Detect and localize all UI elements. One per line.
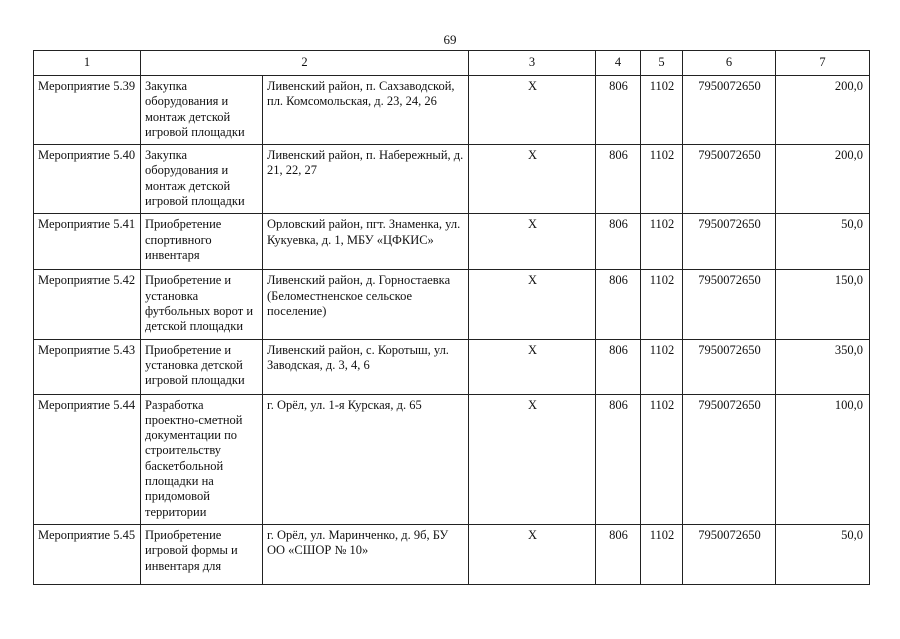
page-number: 69 <box>443 32 457 47</box>
table-row <box>34 76 870 145</box>
col3-cell: X <box>469 145 596 214</box>
amount-cell: 150,0 <box>776 270 870 339</box>
col6-cell: 7950072650 <box>683 214 776 270</box>
event-name-cell: Разработка проектно-сметной документации по строительству баскетбольной площадки на придомовой территории <box>141 394 263 524</box>
col6-cell: 7950072650 <box>683 145 776 214</box>
event-name-cell: Приобретение игровой формы и инвентаря для <box>141 524 263 584</box>
address-cell: Орловский район, пгт. Знаменка, ул. Кукуевка, д. 1, МБУ «ЦФКИС» <box>263 214 469 270</box>
event-name-cell: Закупка оборудования и монтаж детской игровой площадки <box>141 76 263 145</box>
col6-cell: 7950072650 <box>683 394 776 524</box>
address-cell: Ливенский район, с. Коротыш, ул. Заводская, д. 3, 4, 6 <box>263 339 469 394</box>
event-cell: Мероприятие 5.45 <box>34 524 141 584</box>
col3-cell: X <box>469 394 596 524</box>
event-name-cell: Приобретение и установка детской игровой площадки <box>141 339 263 394</box>
col5-cell: 1102 <box>641 214 683 270</box>
address-cell: г. Орёл, ул. Маринченко, д. 9б, БУ ОО «СШОР № 10» <box>263 524 469 584</box>
event-cell: Мероприятие 5.43 <box>34 339 141 394</box>
table-row <box>34 214 870 270</box>
col3-cell: X <box>469 214 596 270</box>
address-cell: Ливенский район, п. Сахзаводской, пл. Комсомольская, д. 23, 24, 26 <box>263 76 469 145</box>
col3-cell: X <box>469 524 596 584</box>
event-cell: Мероприятие 5.44 <box>34 394 141 524</box>
budget-table <box>33 50 870 585</box>
event-cell: Мероприятие 5.40 <box>34 145 141 214</box>
event-name-cell: Приобретение и установка футбольных ворот и детской площадки <box>141 270 263 339</box>
col4-cell: 806 <box>596 214 641 270</box>
header-cell-5: 5 <box>641 51 683 76</box>
col3-cell: X <box>469 270 596 339</box>
event-name-cell: Закупка оборудования и монтаж детской игровой площадки <box>141 145 263 214</box>
amount-cell: 350,0 <box>776 339 870 394</box>
address-cell: Ливенский район, п. Набережный, д. 21, 22, 27 <box>263 145 469 214</box>
amount-cell: 200,0 <box>776 145 870 214</box>
col4-cell: 806 <box>596 76 641 145</box>
header-cell-7: 7 <box>776 51 870 76</box>
header-cell-3: 3 <box>469 51 596 76</box>
event-cell: Мероприятие 5.39 <box>34 76 141 145</box>
table-header-row <box>34 51 870 76</box>
col5-cell: 1102 <box>641 145 683 214</box>
col5-cell: 1102 <box>641 394 683 524</box>
address-cell: г. Орёл, ул. 1-я Курская, д. 65 <box>263 394 469 524</box>
col5-cell: 1102 <box>641 76 683 145</box>
col6-cell: 7950072650 <box>683 524 776 584</box>
header-cell-6: 6 <box>683 51 776 76</box>
col3-cell: X <box>469 76 596 145</box>
col3-cell: X <box>469 339 596 394</box>
table-row <box>34 339 870 394</box>
table-row <box>34 270 870 339</box>
table-row <box>34 524 870 584</box>
col4-cell: 806 <box>596 145 641 214</box>
col4-cell: 806 <box>596 394 641 524</box>
amount-cell: 50,0 <box>776 214 870 270</box>
col5-cell: 1102 <box>641 270 683 339</box>
col6-cell: 7950072650 <box>683 270 776 339</box>
event-cell: Мероприятие 5.42 <box>34 270 141 339</box>
address-cell: Ливенский район, д. Горностаевка (Беломестненское сельское поселение) <box>263 270 469 339</box>
amount-cell: 200,0 <box>776 76 870 145</box>
amount-cell: 50,0 <box>776 524 870 584</box>
table-row <box>34 394 870 524</box>
col5-cell: 1102 <box>641 524 683 584</box>
header-cell-2: 2 <box>141 51 469 76</box>
col6-cell: 7950072650 <box>683 76 776 145</box>
table-row <box>34 145 870 214</box>
col5-cell: 1102 <box>641 339 683 394</box>
event-name-cell: Приобретение спортивного инвентаря <box>141 214 263 270</box>
col4-cell: 806 <box>596 524 641 584</box>
amount-cell: 100,0 <box>776 394 870 524</box>
header-cell-1: 1 <box>34 51 141 76</box>
col4-cell: 806 <box>596 270 641 339</box>
header-cell-4: 4 <box>596 51 641 76</box>
event-cell: Мероприятие 5.41 <box>34 214 141 270</box>
col4-cell: 806 <box>596 339 641 394</box>
col6-cell: 7950072650 <box>683 339 776 394</box>
